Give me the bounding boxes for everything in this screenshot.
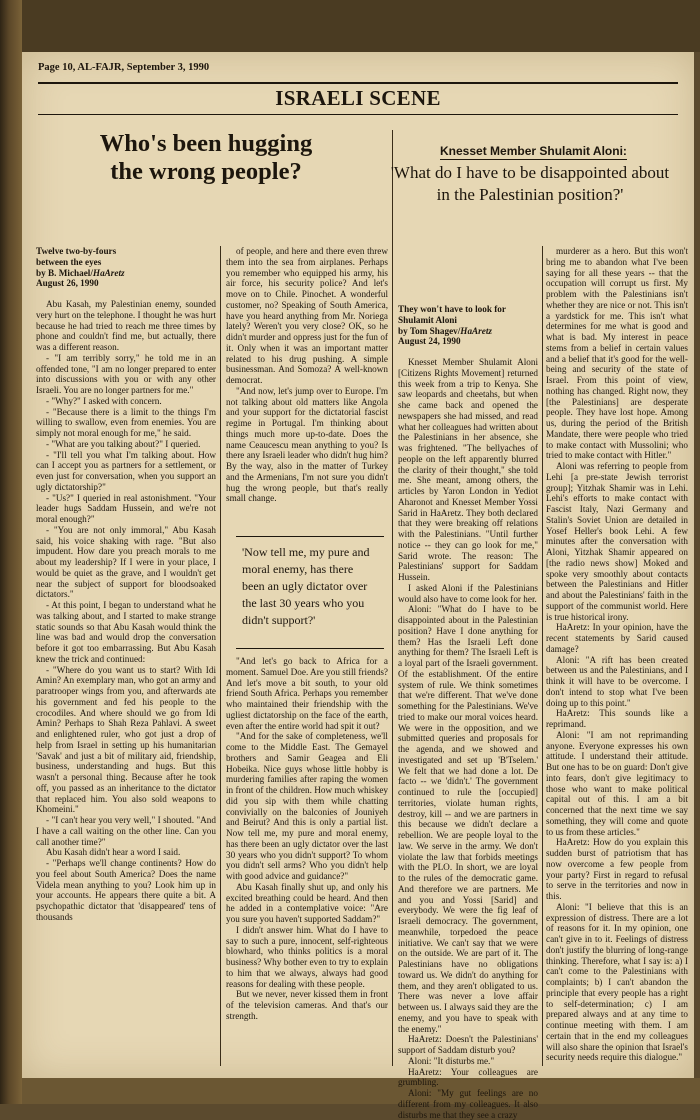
paragraph: Aloni: "My gut feelings are no different from my colleagues. It also disturbs me that they see a crazy [398, 1088, 538, 1120]
scan-top-edge [22, 0, 700, 52]
section-title: ISRAELI SCENE [275, 86, 441, 110]
paragraph: - "Why?" I asked with concern. [46, 395, 162, 406]
author: by B. Michael/ [36, 267, 93, 278]
pull-quote-rule-bottom [236, 648, 384, 649]
paragraph: I didn't answer him. What do I have to say to such a pure, innocent, self-righteous blowhard, who thinks politics is a moral business? Why bother even to try to explain to him that we always, always had good reasons for dealing with these people. [226, 924, 388, 989]
paragraph: Aloni: "I am not reprimanding anyone. Everyone expresses his own attitude. I understand their attitude. But one has to be on guard: Don't give into fears, don't give legitimacy to those who want to make political capital out of this. I am a bit concerned that the next time we say something, they will come and quote to us from these articles." [546, 729, 688, 837]
paragraph: HaAretz: In your opinion, have the recent statements by Sarid caused damage? [546, 622, 688, 654]
paragraph: - "What are you talking about?" I queried. [46, 438, 201, 449]
paragraph: Abu Kasah finally shut up, and only his excited breathing could be heard. And then he added in a contemplative voice: "Are you sure you haven't supported Saddam?" [226, 881, 388, 924]
newspaper-page [22, 52, 694, 1120]
paragraph: "And now, let's jump over to Europe. I'm not talking about old matters like Angola and your support for the dictatorial fascist regime in Portugal. I'm thinking about things much more up-to-date. Does the name Ceaucescu mean anything to you? Is there any Israeli leader who didn't hug him? By the way, also in the matter of Turkey and the Armenians, I'm not sure you didn't hug the wrong people, but that's really small change. [226, 385, 388, 504]
author-line [398, 326, 538, 337]
paragraph: Abu Kasah, my Palestinian enemy, sounded very hurt on the telephone. I thought he was hurt because he had tried to reach me three times by phone and couldn't find me, but actually, there was a different reason. [36, 299, 216, 352]
left-byline [36, 246, 216, 289]
right-kicker: Knesset Member Shulamit Aloni: [440, 144, 627, 158]
right-article-column-2 [546, 246, 688, 1063]
column-body [36, 299, 216, 923]
column-body [226, 246, 388, 504]
paragraph: HaAretz: Doesn't the Palestinians' support of Saddam disturb you? [398, 1034, 538, 1055]
paragraph: HaAretz: This sounds like a reprimand. [546, 708, 688, 729]
paragraph: - At this point, I began to understand what he was talking about, and I started to make strange static sounds so that Abu Kasah would think the line was bad and would drop the conversation before it got too embarrassing. But Abu Kasah knew the trick and continued: [36, 600, 216, 664]
left-article-column-2 [226, 246, 388, 504]
paragraph: Knesset Member Shulamit Aloni [Citizens Rights Movement] returned this week from a trip to Kenya. She saw leopards and cheetahs, but when she came back and opened the newspapers she had missed, and read what her colleagues had written about the Palestinians in her absence, she was frightened. "The bellyaches of people on the left apparently blurred the clarity of their thought," she told me. She meant, among others, the articles by Yaron London in Yediot Aharonot and Knesset Member Yossi Sarid in HaAretz. They both declared that they were breaking off relations with the Palestinians. "Until further notice -- they can go look for me," Sarid wrote. The reason: The Palestinians' support for Saddam Hussein. [398, 357, 538, 582]
paragraph: Abu Kasah didn't hear a word I said. [46, 847, 181, 858]
paragraph: of people, and here and there even threw them into the sea from airplanes. Perhaps you remember who equipped his army, his air force, his security police? And let's move on to Chile. Pinochet. A wonderful customer, no? Speaking of South America, have you heard anything from Mr. Noriega lately? Weren't you very close? OK, so he didn't murder and oppress just for the fun of it. Only when it was an important matter related to his drug pushing. A simple businessman. And Somoza? A well-known democrat. [226, 246, 388, 385]
paragraph: HaAretz: Your colleagues are grumbling. [398, 1066, 538, 1088]
top-rule [38, 82, 678, 84]
book-binding [0, 0, 22, 1104]
author: by Tom Shagev/ [398, 325, 461, 336]
right-article-column-1 [398, 304, 538, 1120]
scan-bottom-edge [22, 1078, 700, 1104]
column-body [226, 656, 388, 1022]
paragraph: - "You are not only immoral," Abu Kasah said, his voice shaking with rage. "But also impudent. How dare you preach morals to me about my leadership? If I were in your place, I would be quiet as the grave, and I wouldn't get near the subject of support for bloodsoaked dictators." [36, 524, 216, 600]
page-folio: Page 10, AL-FAJR, September 3, 1990 [38, 62, 210, 73]
paragraph: Aloni was referring to people from Lehi [a pre-state Jewish terrorist group]; Yitzhak Shamir was in Lehi. Lehi's efforts to make contact with Fascist Italy, Nazi Germany and Stalin's Soviet Union are detailed in Yosef Heller's book Lehi. A few minutes after the conversation with Aloni, Yitzhak Shamir appeared on [the radio news show] Moked and spoke very smoothly about contacts between the Palestinians and Hitler and about the Palestinians' faith in the support of the communist world. Here is true historical irony. [546, 461, 688, 622]
paragraph: HaAretz: How do you explain this sudden burst of patriotism that has now overcome a few people from your party? First in regard to refusal to serve in the territories and now in this. [546, 837, 688, 901]
paragraph: Aloni: "What do I have to be disappointed about in the Palestinian position? Have I done anything for them? Has the Israeli Left done anything for them? The Israeli Left is a loyal part of the Israeli government. Of the establishment. Of the entire system of rule. We think sometimes that we're different. That we've done something for the Palestinians. We've tried to make our moral voices heard. We were in the opposition, and we submitted queries and proposals for the agenda, and we showed and investigated and set up 'B'Tselem.' We felt that we had done a lot. De facto -- we 'didn't.' The government continued to rule the [occupied] territories, violate human rights, destroy, kill -- and we are partners in this because we didn't declare a rebellion. We are people loyal to the law. We serve in the army. We don't violate the law that forbids meetings with the PLO. In short, we are loyal to the rules of the democratic game. And therefore we are partners. Me and you and Yossi [Sarid] and everybody. We were the fig leaf of Israeli democracy. The government, meanwhile, torpedoed the peace initiative. We can't say that we were on the outside. We are part of it. The Palestinians have no obligations toward us. We didn't do anything for them, and they aren't obligated to us. There was never a love affair between us. I always said they are the enemy, and you have to speak with the enemy." [398, 604, 538, 1034]
right-byline [398, 304, 538, 347]
column-divider [220, 246, 221, 1066]
paragraph: - "I'll tell you what I'm talking about. How can I accept you as partners for a settlement, or even just for conversation, when you support an ugly dictatorship?" [36, 449, 216, 492]
paragraph: Aloni: "I believe that this is an expression of distress. There are a lot of reasons for it. In my opinion, one can't give in to it. Feelings of distress don't justify the blurring of long-range thinking. Therefore, what I say is: a) I can't come to the Palestinians with complaints; b) I can't abandon the principle that every people has a right to self-determination; c) I am prepared always and at any time to continue meeting with them. I am certain that in the end my colleagues will also share the opinion that Israel's security needs require this dialogue." [546, 901, 688, 1063]
paragraph: - "Perhaps we'll change continents? How do you feel about South America? Does the name Videla mean anything to you? Look him up in your accounts. He appears there quite a bit. A psychopathic dictator that 'disappeared' tens of thousands [36, 858, 216, 922]
publication: HaAretz [92, 267, 125, 278]
dek-line-1: They won't have to look for [398, 304, 506, 314]
pull-quote-rule-top [236, 536, 384, 537]
paragraph: murderer as a hero. But this won't bring me to abandon what I've been saying for all these years -- that the occupation will corrupt us first. My problem with the Palestinians isn't whether they are nice or not. This isn't a yardstick for me. This isn't what determines for me what is good and what is bad. My interest in peace stems from a belief in certain values and a belief that it's good for the well-being and security of the state of Israel. From this point of view, nothing has changed. Right now, they [the Palestinians] are desperate people. They have lost hope. Among us, during the period of the British Mandate, there were people who tried to make contact with Mussolini; who tried to make contact with Hitler." [546, 246, 688, 461]
left-article-column-2-continued [226, 656, 388, 1022]
paragraph: - "I can't hear you very well," I shouted. "And I have a call waiting on the other line. Can you call another time?" [36, 815, 216, 847]
dek-line-2: Shulamit Aloni [398, 314, 457, 325]
headline-line-1: Who's been hugging [99, 130, 313, 157]
paragraph: "And let's go back to Africa for a moment. Samuel Doe. Are you still friends? And let's move a bit south, to your old friend South Africa. Perhaps you remember who maintained their friendship with the ugliest dictatorship on the face of the earth, even after the entire world had spit it out? [226, 656, 388, 731]
dateline: August 26, 1990 [36, 278, 99, 289]
left-article-column-1 [36, 246, 216, 923]
paragraph: - "Because there is a limit to the things I'm willing to swallow, even from enemies. You are simply not moral enough for me," he said. [36, 406, 216, 438]
paragraph: - "I am terribly sorry," he told me in an offended tone, "I am no longer prepared to enter into discussions with you or with any other Israeli. You are no longer partners for me." [36, 352, 216, 395]
column-divider [542, 246, 543, 1066]
pull-quote: 'Now tell me, my pure and moral enemy, has there been an ugly dictator over the last 30 years who you didn't support?' [242, 545, 370, 627]
column-body [546, 246, 688, 1063]
paragraph: Aloni: "It disturbs me." [408, 1055, 495, 1066]
headline-line-2: the wrong people? [110, 158, 302, 185]
dateline: August 24, 1990 [398, 336, 461, 347]
article-divider [392, 130, 393, 1066]
left-headline [56, 130, 356, 186]
right-subhead: 'What do I have to be disappointed about in the Palestinian position?' [390, 163, 670, 204]
dek-line-2: between the eyes [36, 256, 102, 267]
paragraph: - "Us?" I queried in real astonishment. "Your leader hugs Saddam Hussein, and we're not moral enough?" [36, 492, 216, 524]
paragraph: I asked Aloni if the Palestinians would also have to come look for her. [398, 582, 538, 604]
column-body [398, 357, 538, 1120]
dek-line-1: Twelve two-by-fours [36, 246, 117, 256]
paragraph: But we never, never kissed them in front of the television cameras. And that's our strength. [226, 989, 388, 1021]
publication: HaAretz [460, 325, 492, 336]
paragraph: "And for the sake of completeness, we'll come to the Middle East. The Gemayel brothers and Samir Geagea and Eli Hobeika. Nice guys whose little hobby is murdering families after raping the women in front of the children. How much whiskey did you sip with them while chatting convivially on the balconies of Jouniyeh and Beirut? And this is only a partial list. Now tell me, my pure and moral enemy, has there been an ugly dictator over the last 30 years who you didn't support? To whom you didn't sell arms? Who you didn't help with good advice and guidance?" [226, 731, 388, 881]
paragraph: - "Where do you want us to start? With Idi Amin? An exemplary man, who got an army and paratrooper wings from you, and afterwards ate his government and fed his people to the crocodiles. And where should we go from Idi Amin? Perhaps to Shah Reza Pahlavi. A sweet and enlightened ruler, who got just a drop of help from Israel in setting up his humanitarian 'Savak' and just a bit of military aid, friendship, business, understanding and hugs. But this wasn't a personal thing. Because after he took off, you passed as an inheritance to the dictator that replaced him. You also sold weapons to Khomeini." [36, 664, 216, 815]
paragraph: Aloni: "A rift has been created between us and the Palestinians, and I think it will have to be overcome. I don't intend to stop what I've been doing up to this point." [546, 654, 688, 708]
section-rule [38, 114, 678, 115]
author-line [36, 268, 216, 279]
